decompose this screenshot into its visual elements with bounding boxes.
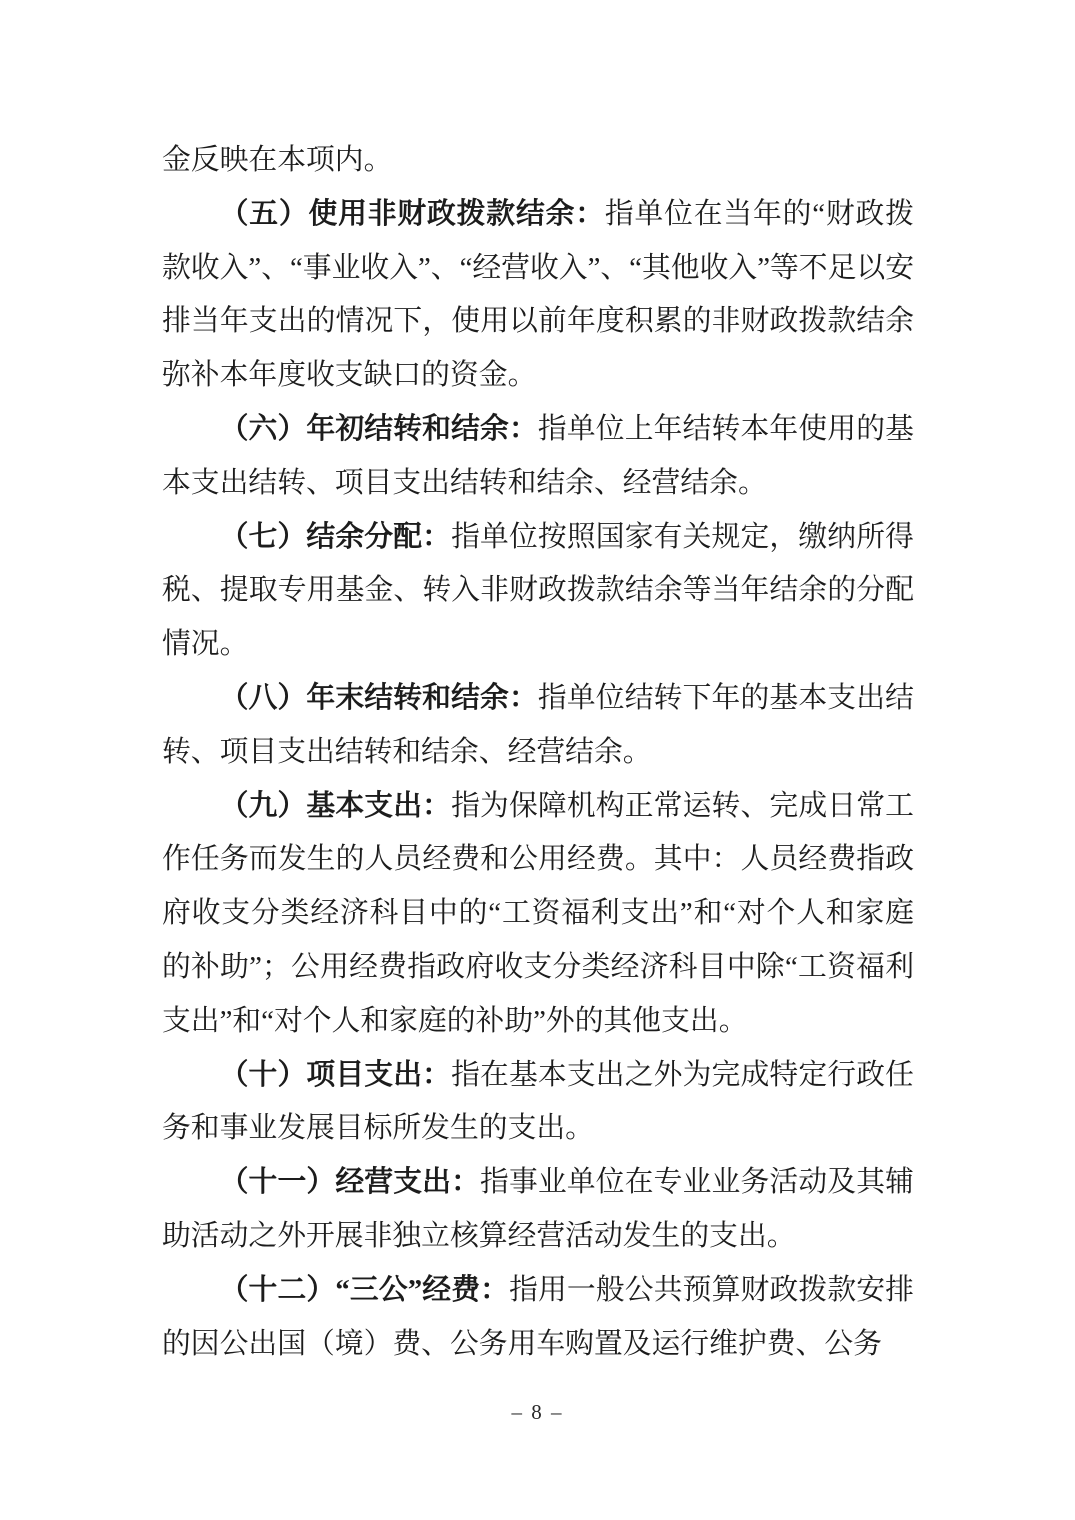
term-definition: 指单位按照国家有关规定，缴纳所得税、提取专用基金、转入非财政拨款结余等当年结余的分配情况。 (162, 520, 914, 661)
term-label: （八）年末结转和结余： (219, 681, 538, 714)
paragraph-item-10 (162, 1049, 914, 1157)
paragraph-item-6 (162, 403, 914, 511)
term-definition: 指在基本支出之外为完成特定行政任务和事业发展目标所发生的支出。 (162, 1058, 914, 1145)
document-body (162, 134, 914, 1371)
term-label: （十）项目支出： (219, 1058, 452, 1091)
term-label: （五）使用非财政拨款结余： (219, 197, 605, 230)
paragraph-item-7 (162, 511, 914, 672)
term-definition: 金反映在本项内。 (162, 144, 393, 176)
term-label: （七）结余分配： (219, 520, 452, 553)
term-label: （十一）经营支出： (219, 1166, 481, 1199)
page-number: – 8 – (511, 1400, 564, 1424)
paragraph-item-8 (162, 672, 914, 780)
term-definition: 指单位上年结转本年使用的基本支出结转、项目支出结转和结余、经营结余。 (162, 412, 914, 499)
paragraph-item-9 (162, 780, 914, 1049)
paragraph-item-5 (162, 188, 914, 403)
term-label: （六）年初结转和结余： (219, 412, 538, 445)
term-definition: 指单位在当年的“财政拨款收入”、“事业收入”、“经营收入”、“其他收入”等不足以安排当年支出的情况下，使用以前年度积累的非财政拨款结余弥补本年度收支缺口的资金。 (162, 197, 914, 392)
paragraph-item-11 (162, 1156, 914, 1264)
paragraph-continuation (162, 134, 914, 188)
term-definition: 指事业单位在专业业务活动及其辅助活动之外开展非独立核算经营活动发生的支出。 (162, 1166, 914, 1252)
paragraph-item-12 (162, 1264, 914, 1372)
term-definition: 指为保障机构正常运转、完成日常工作任务而发生的人员经费和公用经费。其中：人员经费指政府收支分类经济科目中的“工资福利支出”和“对个人和家庭的补助”；公用经费指政府收支分类经济科目中除“工资福利支出”和“对个人和家庭的补助”外的其他支出。 (162, 789, 914, 1037)
term-definition: 指单位结转下年的基本支出结转、项目支出结转和结余、经营结余。 (162, 681, 914, 768)
term-label: （十二）“三公”经费： (219, 1273, 510, 1306)
term-definition: 指用一般公共预算财政拨款安排的因公出国（境）费、公务用车购置及运行维护费、公务 (162, 1273, 914, 1360)
term-label: （九）基本支出： (219, 789, 452, 822)
